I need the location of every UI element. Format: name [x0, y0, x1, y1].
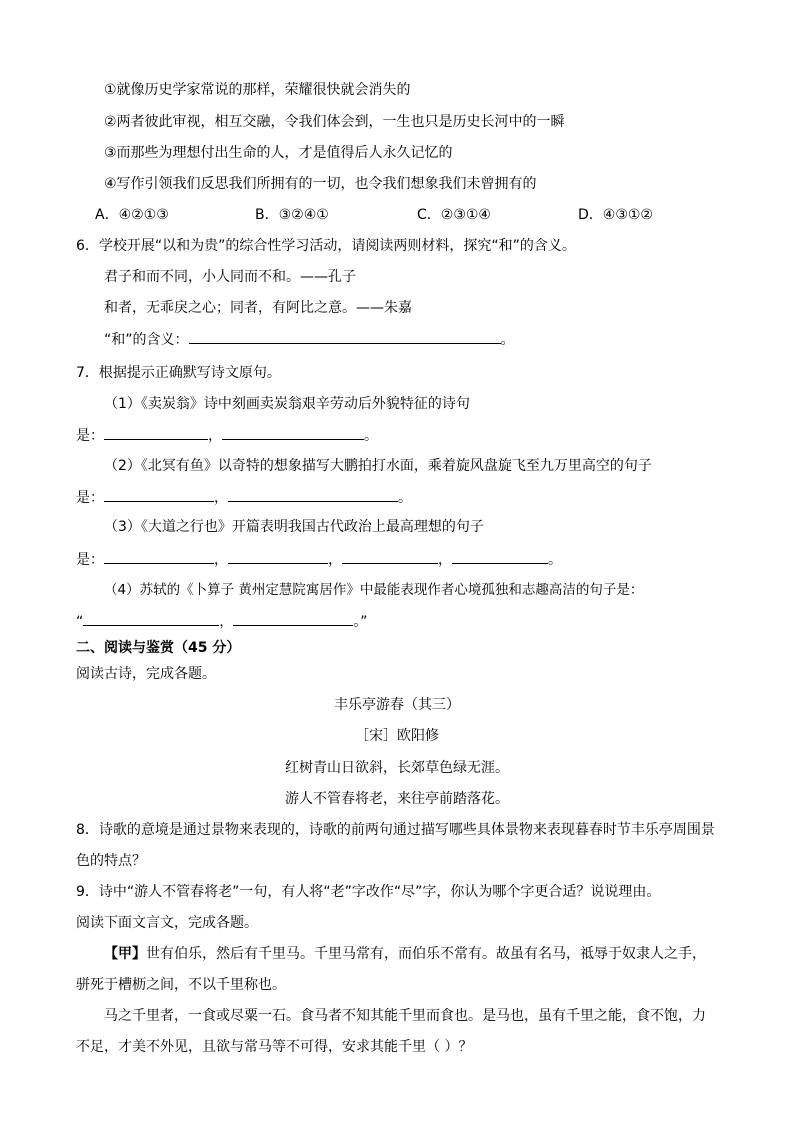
q7-blank-4a[interactable] — [83, 611, 219, 626]
q7-blank-1a[interactable] — [104, 425, 208, 440]
q7-answer-1 — [76, 425, 378, 446]
q7-comma: ， — [214, 490, 228, 506]
q6-answer-label: “和”的含义： — [104, 332, 189, 348]
q5-option-d: D．④③①② — [578, 207, 653, 223]
q5-item-3: ③而那些为理想付出生命的人，才是值得后人永久记忆的 — [104, 145, 453, 161]
section-heading: 二、阅读与鉴赏（45 分） — [76, 640, 241, 656]
q7-blank-3a[interactable] — [104, 549, 214, 564]
poem-title: 丰乐亭游春（其三） — [334, 697, 460, 713]
q7-stem: 7．根据提示正确默写诗文原句。 — [76, 365, 281, 381]
para2-line-1: 马之千里者，一食或尽粟一石。食马者不知其能千里而食也。是马也，虽有千里之能，食不饱，力 — [104, 1008, 706, 1024]
q7-comma: ， — [328, 552, 342, 568]
q5-item-1: ①就像历史学家常说的那样，荣耀很快就会消失的 — [104, 82, 411, 98]
poem-line-1: 红树青山日欲斜，长郊草色绿无涯。 — [285, 760, 509, 776]
q6-answer-blank[interactable] — [189, 329, 501, 344]
q7-prompt-1: （1）《卖炭翁》诗中刻画卖炭翁艰辛劳动后外貌特征的诗句 — [104, 396, 470, 412]
q7-period: 。 — [398, 490, 412, 506]
jia-line-1 — [104, 944, 706, 964]
q8-line-1: 8．诗歌的意境是通过景物来表现的，诗歌的前两句通过描写哪些具体景物来表现暮春时节丰乐亭周围景 — [76, 822, 715, 838]
q7-comma: ， — [208, 428, 222, 444]
q7-answer-4 — [76, 611, 368, 632]
jia-line-2: 骈死于槽枥之间，不以千里称也。 — [76, 977, 286, 993]
q7-blank-3c[interactable] — [342, 549, 438, 564]
classical-intro: 阅读下面文言文，完成各题。 — [76, 915, 258, 931]
q5-item-4: ④写作引领我们反思我们所拥有的一切，也令我们想象我们未曾拥有的 — [104, 176, 537, 192]
jia-text-1: 世有伯乐，然后有千里马。千里马常有，而伯乐不常有。故虽有名马，祗辱于奴隶人之手， — [146, 946, 706, 962]
q7-answer-2-label: 是： — [76, 490, 104, 506]
section-intro: 阅读古诗，完成各题。 — [76, 666, 216, 682]
q8-line-2: 色的特点？ — [76, 853, 146, 869]
q7-blank-4b[interactable] — [233, 611, 353, 626]
q6-answer-line — [104, 329, 515, 350]
q7-answer-2 — [76, 487, 412, 508]
q5-option-a: A．④②①③ — [95, 207, 169, 223]
poem-line-2: 游人不管春将老，来往亭前踏落花。 — [285, 791, 509, 807]
q7-answer-1-label: 是： — [76, 428, 104, 444]
q7-comma: ， — [214, 552, 228, 568]
q7-prompt-3: （3）《大道之行也》开篇表明我国古代政治上最高理想的句子 — [104, 519, 484, 535]
q7-open-quote: “ — [76, 614, 84, 630]
q6-quote-1: 君子和而不同，小人同而不和。——孔子 — [104, 269, 356, 285]
q6-answer-end: 。 — [500, 332, 515, 348]
q7-close: 。” — [353, 614, 368, 630]
q7-comma: ， — [219, 614, 234, 630]
para2-line-2: 不足，才美不外见，且欲与常马等不可得，安求其能千里（ ）？ — [76, 1039, 473, 1055]
q7-blank-1b[interactable] — [222, 425, 364, 440]
q7-blank-2a[interactable] — [104, 487, 214, 502]
q7-comma: ， — [438, 552, 452, 568]
q7-answer-3 — [76, 549, 562, 570]
jia-label: 【甲】 — [104, 946, 146, 962]
q7-prompt-2: （2）《北冥有鱼》以奇特的想象描写大鹏拍打水面，乘着旋风盘旋飞至九万里高空的句子 — [104, 458, 652, 474]
q6-quote-2: 和者，无乖戾之心；同者，有阿比之意。——朱嘉 — [104, 300, 412, 316]
q9-stem: 9．诗中“游人不管春将老”一句，有人将“老”字改作“尽”字，你认为哪个字更合适？说说理由。 — [76, 884, 661, 900]
q7-blank-3d[interactable] — [452, 549, 548, 564]
poem-author: ［宋］欧阳修 — [355, 728, 439, 744]
q5-item-2: ②两者彼此审视，相互交融，令我们体会到，一生也只是历史长河中的一瞬 — [104, 114, 565, 130]
q7-period: 。 — [364, 428, 378, 444]
q5-option-b: B．③②④① — [255, 207, 329, 223]
q7-prompt-4: （4）苏轼的《卜算子 黄州定慧院寓居作》中最能表现作者心境孤独和志趣高洁的句子是： — [104, 582, 644, 598]
q5-option-c: C．②③①④ — [417, 207, 491, 223]
q7-blank-2b[interactable] — [228, 487, 398, 502]
q7-blank-3b[interactable] — [228, 549, 328, 564]
q6-stem: 6．学校开展“以和为贵”的综合性学习活动，请阅读两则材料，探究“和”的含义。 — [76, 238, 576, 254]
q7-period: 。 — [548, 552, 562, 568]
q7-answer-3-label: 是： — [76, 552, 104, 568]
